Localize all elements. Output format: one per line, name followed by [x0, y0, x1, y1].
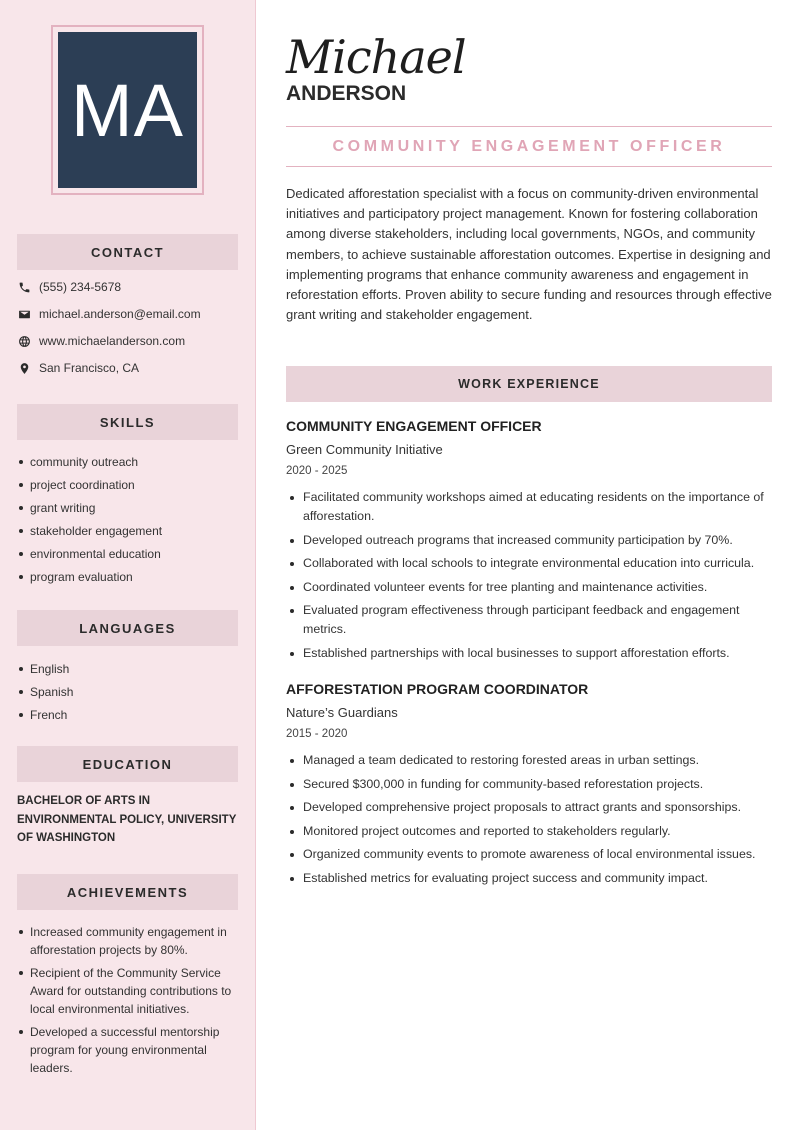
education-heading: EDUCATION [17, 746, 238, 782]
contact-email [17, 307, 201, 321]
job-2-bullets [286, 751, 772, 892]
achievement-item: Developed a successful mentorship program for young environmental leaders. [17, 1023, 242, 1077]
job-bullet: Developed comprehensive project proposals to attract grants and sponsorships. [286, 798, 772, 817]
achievement-item: Increased community engagement in afforestation projects by 80%. [17, 923, 242, 959]
job-2-dates: 2015 - 2020 [286, 728, 348, 740]
contact-location [17, 361, 139, 375]
work-experience-heading: WORK EXPERIENCE [286, 366, 772, 402]
job-title: COMMUNITY ENGAGEMENT OFFICER [332, 138, 726, 155]
globe-icon [17, 334, 31, 348]
achievements-list [17, 923, 242, 1082]
skill-item: program evaluation [17, 568, 242, 586]
title-rule-bottom [286, 166, 772, 167]
skills-list [17, 453, 242, 591]
job-1-dates: 2020 - 2025 [286, 465, 348, 477]
phone-text[interactable]: (555) 234-5678 [39, 280, 122, 294]
contact-heading: CONTACT [17, 234, 238, 270]
email-text[interactable]: michael.anderson@email.com [39, 307, 201, 321]
job-1-title: COMMUNITY ENGAGEMENT OFFICER [286, 418, 542, 434]
job-bullet: Collaborated with local schools to integrate environmental education into curricula. [286, 554, 772, 573]
job-bullet: Established partnerships with local businesses to support afforestation efforts. [286, 644, 772, 663]
job-bullet: Monitored project outcomes and reported to stakeholders regularly. [286, 822, 772, 841]
job-2-title: AFFORESTATION PROGRAM COORDINATOR [286, 681, 589, 697]
title-rule-top [286, 126, 772, 127]
education-degree: BACHELOR OF ARTS IN ENVIRONMENTAL POLICY, UNIVERSITY OF WASHINGTON [17, 795, 237, 844]
skill-item: environmental education [17, 545, 242, 563]
job-bullet: Secured $300,000 in funding for community-based reforestation projects. [286, 775, 772, 794]
job-2-org: Nature’s Guardians [286, 705, 398, 720]
skills-heading: SKILLS [17, 404, 238, 440]
monogram: MA [58, 32, 197, 188]
skill-item: stakeholder engagement [17, 522, 242, 540]
email-icon [17, 307, 31, 321]
skill-item: grant writing [17, 499, 242, 517]
job-bullet: Developed outreach programs that increased community participation by 70%. [286, 531, 772, 550]
job-bullet: Established metrics for evaluating project success and community impact. [286, 869, 772, 888]
job-bullet: Organized community events to promote awareness of local environmental issues. [286, 845, 772, 864]
job-1-bullets [286, 488, 772, 667]
skill-item: community outreach [17, 453, 242, 471]
contact-website [17, 334, 185, 348]
languages-heading: LANGUAGES [17, 610, 238, 646]
first-name: Michael [286, 30, 466, 84]
job-bullet: Facilitated community workshops aimed at educating residents on the importance of afforestation. [286, 488, 772, 526]
sidebar [0, 0, 256, 1130]
language-item: French [17, 706, 242, 724]
website-text[interactable]: www.michaelanderson.com [39, 334, 186, 348]
skill-item: project coordination [17, 476, 242, 494]
achievements-heading: ACHIEVEMENTS [17, 874, 238, 910]
languages-list [17, 660, 242, 729]
last-name: ANDERSON [286, 82, 407, 105]
job-1-org: Green Community Initiative [286, 442, 443, 457]
job-bullet: Coordinated volunteer events for tree planting and maintenance activities. [286, 578, 772, 597]
achievement-item: Recipient of the Community Service Award for outstanding contributions to local environmental initiatives. [17, 964, 242, 1018]
language-item: English [17, 660, 242, 678]
job-bullet: Managed a team dedicated to restoring forested areas in urban settings. [286, 751, 772, 770]
location-text: San Francisco, CA [39, 361, 140, 375]
language-item: Spanish [17, 683, 242, 701]
location-pin-icon [17, 361, 31, 375]
contact-phone [17, 280, 121, 294]
phone-icon [17, 280, 31, 294]
job-bullet: Evaluated program effectiveness through participant feedback and engagement metrics. [286, 601, 772, 639]
summary: Dedicated afforestation specialist with a focus on community-driven environmental initiatives and participatory project management. Known for fostering collaboration among diverse stakeholders, including local governments, NGOs, and community members, to achieve sustainable afforestation outcomes. Expertise in designing and implementing programs that enhance community awareness and engagement in reforestation efforts. Proven ability to secure funding and resources through effective grant writing and stakeholder engagement. [286, 186, 772, 323]
monogram-frame [51, 25, 204, 195]
